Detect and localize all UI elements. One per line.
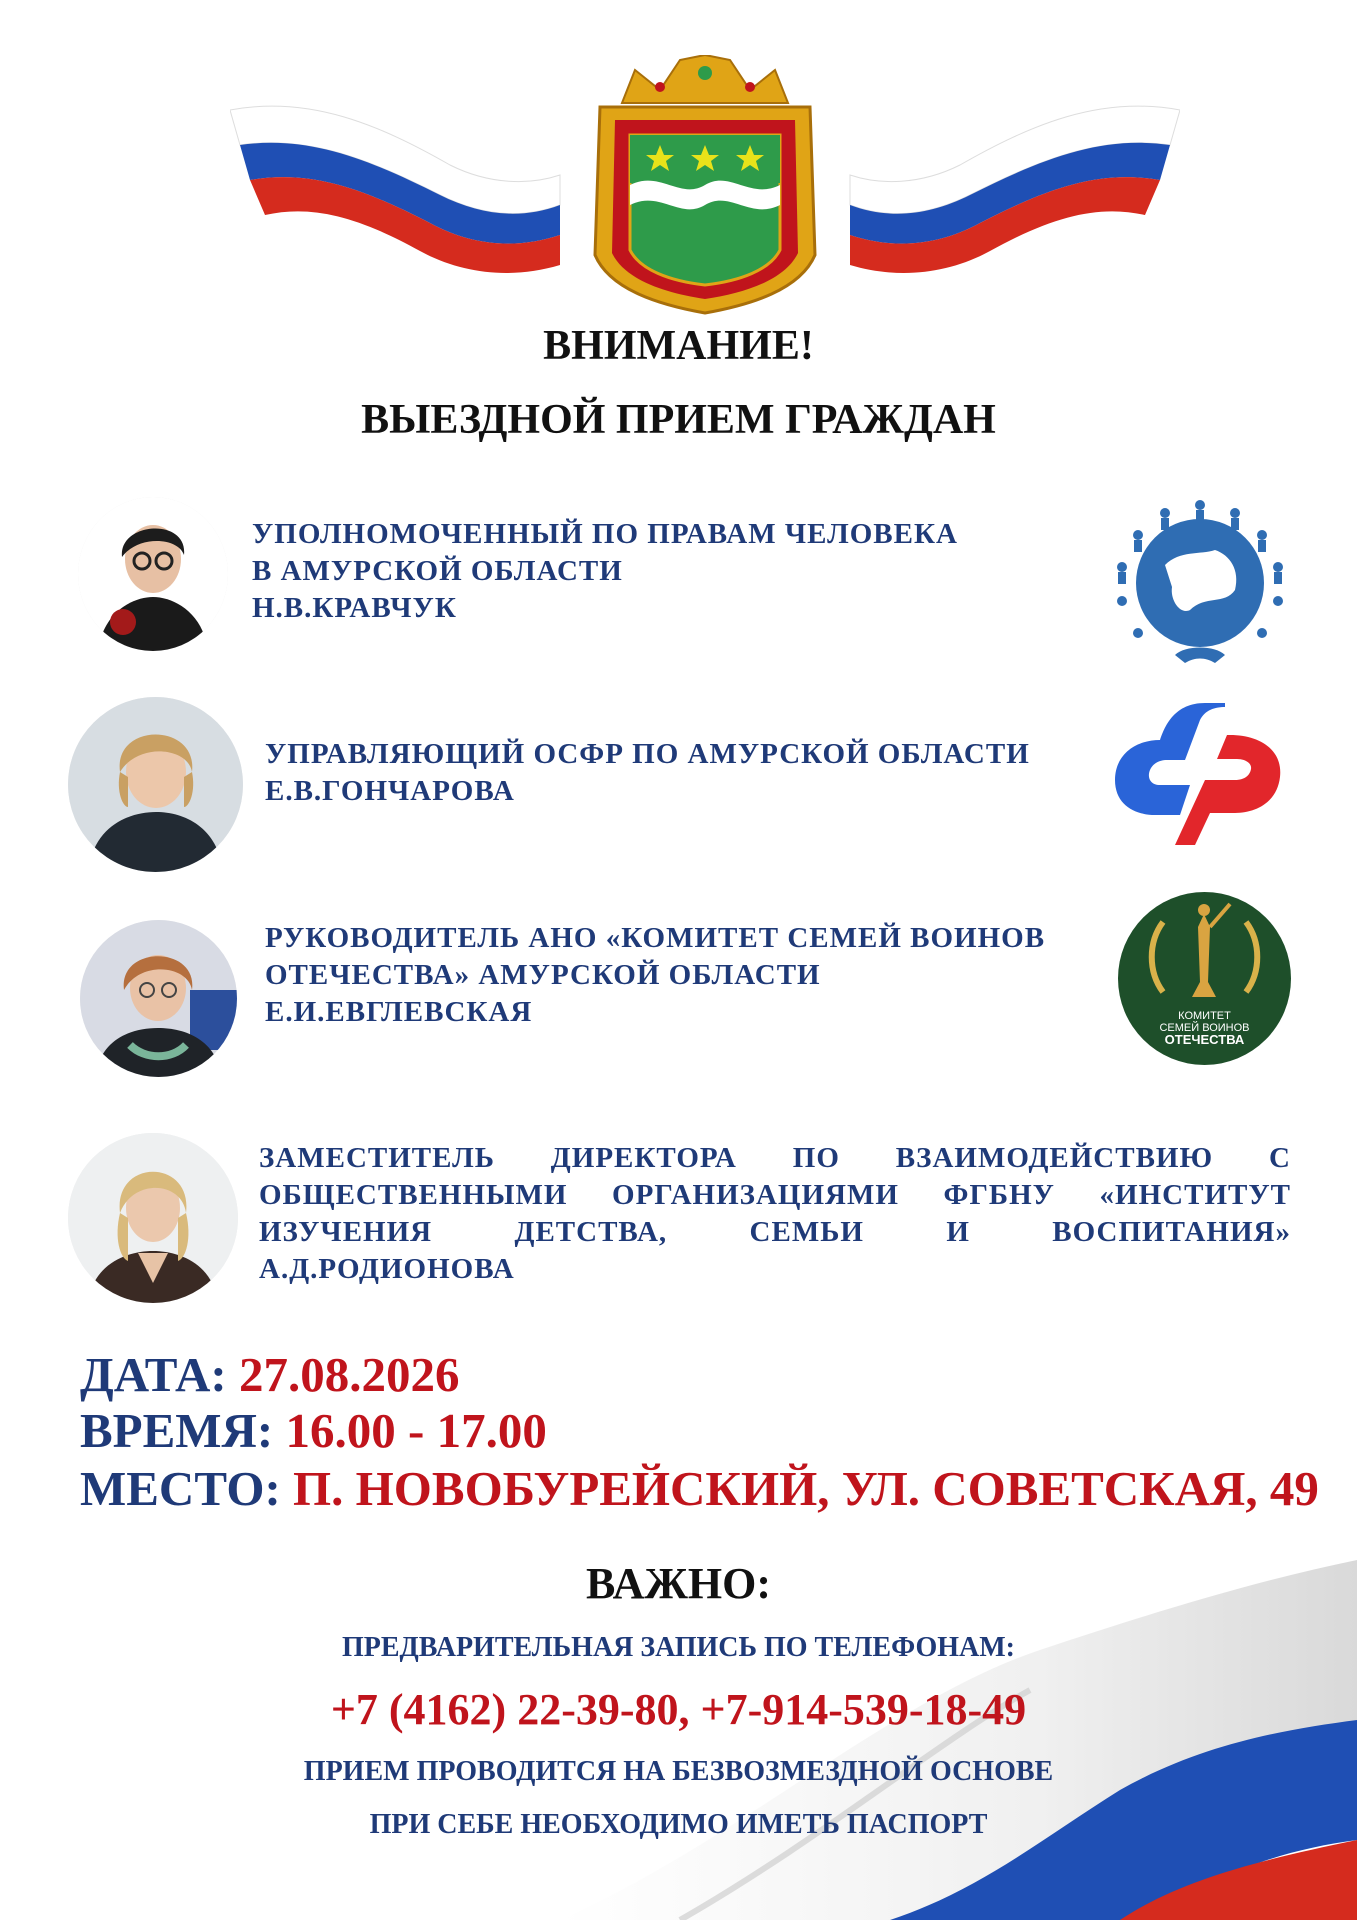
person-info-kravchuk xyxy=(252,516,958,627)
committee-logo xyxy=(1118,892,1291,1065)
event-time xyxy=(80,1403,547,1459)
person-role-line: ОТЕЧЕСТВА» АМУРСКОЙ ОБЛАСТИ xyxy=(265,959,821,991)
page-subtitle: ВЫЕЗДНОЙ ПРИЕМ ГРАЖДАН xyxy=(361,397,996,443)
person-photo-goncharova xyxy=(68,697,243,872)
person-role-line: ИЗУЧЕНИЯ ДЕТСТВА, СЕМЬИ И ВОСПИТАНИЯ» xyxy=(259,1216,1291,1248)
person-name: Е.И.ЕВГЛЕВСКАЯ xyxy=(265,996,533,1028)
person-info-rodionova xyxy=(259,1140,1291,1288)
event-place-label: МЕСТО: xyxy=(80,1461,281,1516)
important-heading: ВАЖНО: xyxy=(586,1559,771,1608)
sfr-logo xyxy=(1105,695,1290,850)
coat-of-arms-emblem xyxy=(230,55,1180,315)
booking-note: ПРЕДВАРИТЕЛЬНАЯ ЗАПИСЬ ПО ТЕЛЕФОНАМ: xyxy=(341,1632,1015,1663)
event-place xyxy=(80,1461,1319,1517)
person-role-line: В АМУРСКОЙ ОБЛАСТИ xyxy=(252,555,623,587)
ombudsman-logo xyxy=(1110,495,1290,670)
event-date-label: ДАТА: xyxy=(80,1347,227,1402)
committee-logo-line: ОТЕЧЕСТВА xyxy=(1164,1032,1245,1047)
person-role-line: УПОЛНОМОЧЕННЫЙ ПО ПРАВАМ ЧЕЛОВЕКА xyxy=(252,518,958,550)
event-time-label: ВРЕМЯ: xyxy=(80,1403,274,1458)
event-place-value: П. НОВОБУРЕЙСКИЙ, УЛ. СОВЕТСКАЯ, 49 xyxy=(293,1461,1319,1516)
person-role-line: РУКОВОДИТЕЛЬ АНО «КОМИТЕТ СЕМЕЙ ВОИНОВ xyxy=(265,922,1046,954)
event-time-value: 16.00 - 17.00 xyxy=(285,1403,547,1458)
person-role-line: УПРАВЛЯЮЩИЙ ОСФР ПО АМУРСКОЙ ОБЛАСТИ xyxy=(265,738,1030,770)
person-role-line: ОБЩЕСТВЕННЫМИ ОРГАНИЗАЦИЯМИ ФГБНУ «ИНСТИТУТ xyxy=(259,1179,1291,1211)
free-of-charge-note: ПРИЕМ ПРОВОДИТСЯ НА БЕЗВОЗМЕЗДНОЙ ОСНОВЕ xyxy=(303,1756,1054,1787)
person-info-goncharova xyxy=(265,736,1030,810)
person-photo-evglevskaya xyxy=(80,920,237,1077)
person-photo-kravchuk xyxy=(78,497,228,651)
page-title: ВНИМАНИЕ! xyxy=(543,323,814,369)
person-name: Н.В.КРАВЧУК xyxy=(252,592,457,624)
person-name: Е.В.ГОНЧАРОВА xyxy=(265,775,515,807)
person-photo-rodionova xyxy=(68,1133,238,1303)
phone-numbers: +7 (4162) 22-39-80, +7-914-539-18-49 xyxy=(330,1685,1027,1734)
person-name: А.Д.РОДИОНОВА xyxy=(259,1253,515,1285)
event-date xyxy=(80,1347,460,1403)
person-role-line: ЗАМЕСТИТЕЛЬ ДИРЕКТОРА ПО ВЗАИМОДЕЙСТВИЮ С xyxy=(259,1142,1291,1174)
passport-note: ПРИ СЕБЕ НЕОБХОДИМО ИМЕТЬ ПАСПОРТ xyxy=(369,1809,988,1840)
committee-logo-line: КОМИТЕТ xyxy=(1178,1010,1231,1022)
event-date-value: 27.08.2026 xyxy=(239,1347,460,1402)
laurel-statue-icon xyxy=(1118,892,1291,1012)
person-info-evglevskaya xyxy=(265,920,1045,1031)
committee-logo-line: СЕМЕЙ ВОИНОВ xyxy=(1159,1022,1250,1034)
